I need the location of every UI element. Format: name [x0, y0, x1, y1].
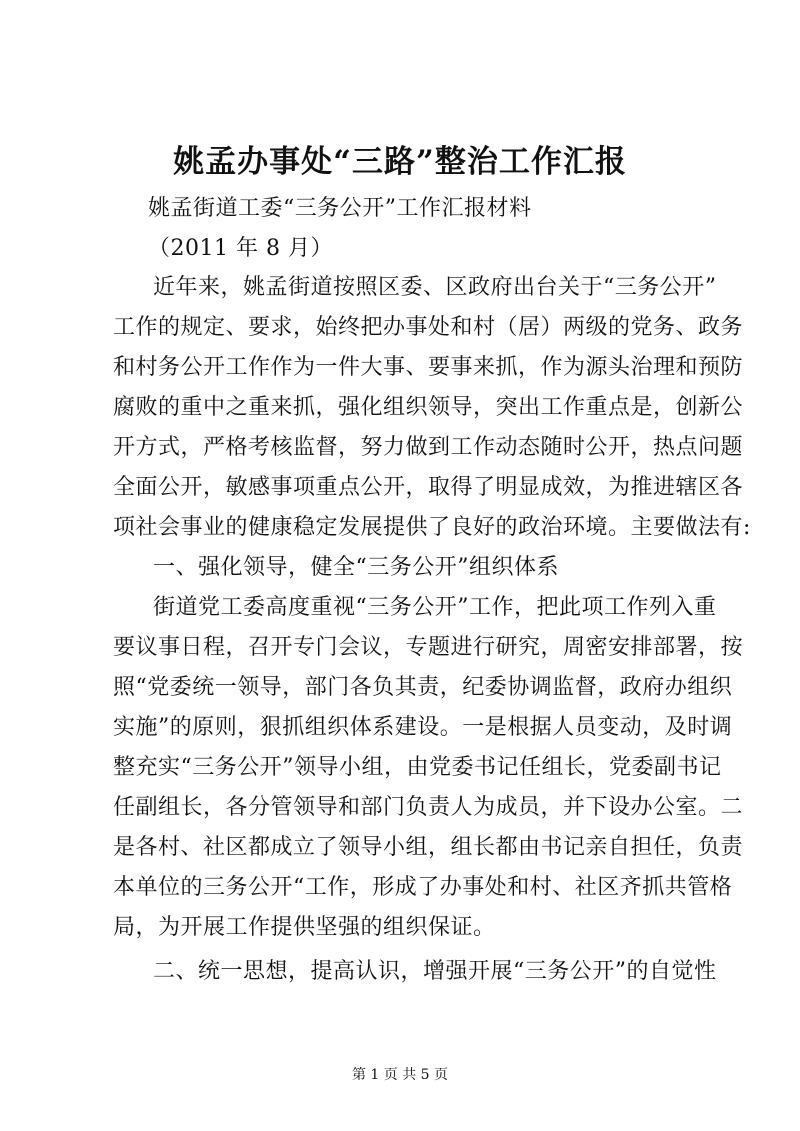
paragraph-line: 任副组长，各分管领导和部门负责人为成员，并下设办公室。二: [113, 795, 744, 820]
paragraph-line: 和村务公开工作作为一件大事、要事来抓，作为源头治理和预防: [113, 355, 744, 380]
paragraph-line: 整充实“三务公开”领导小组，由党委书记任组长，党委副书记: [113, 755, 722, 780]
section-heading: 一、强化领导，健全“三务公开”组织体系: [153, 555, 559, 580]
document-title: 姚孟办事处“三路”整治工作汇报: [173, 144, 627, 180]
page-footer: 第 1 页 共 5 页: [351, 1067, 449, 1083]
paragraph-line: 全面公开，敏感事项重点公开，取得了明显成效，为推进辖区各: [113, 475, 744, 500]
paragraph-line: 是各村、社区都成立了领导小组，组长都由书记亲自担任，负责: [113, 835, 744, 860]
subtitle-line: 姚孟街道工委“三务公开”工作汇报材料: [148, 196, 532, 221]
section-heading: 二、统一思想，提高认识，增强开展“三务公开”的自觉性: [153, 959, 717, 984]
paragraph-line: 照“党委统一领导，部门各负其责，纪委协调监督，政府办组织: [113, 675, 733, 700]
date-line: （2011 年 8 月）: [148, 236, 333, 261]
paragraph-line: 项社会事业的健康稳定发展提供了良好的政治环境。主要做法有:: [113, 515, 751, 540]
paragraph-line: 本单位的三务公开“工作，形成了办事处和村、社区齐抓共管格: [113, 875, 733, 900]
paragraph-line: 要议事日程，召开专门会议，专题进行研究，周密安排部署，按: [113, 635, 744, 660]
paragraph-line: 开方式，严格考核监督，努力做到工作动态随时公开，热点问题: [113, 435, 744, 460]
paragraph-line: 腐败的重中之重来抓，强化组织领导，突出工作重点是，创新公: [113, 395, 744, 420]
paragraph-line: 近年来，姚孟街道按照区委、区政府出台关于“三务公开”: [153, 275, 717, 300]
paragraph-line: 街道党工委高度重视“三务公开”工作，把此项工作列入重: [153, 595, 717, 620]
paragraph-line: 工作的规定、要求，始终把办事处和村（居）两级的党务、政务: [113, 315, 744, 340]
paragraph-line: 实施”的原则，狠抓组织体系建设。一是根据人员变动，及时调: [113, 715, 733, 740]
paragraph-line: 局，为开展工作提供坚强的组织保证。: [113, 915, 496, 940]
